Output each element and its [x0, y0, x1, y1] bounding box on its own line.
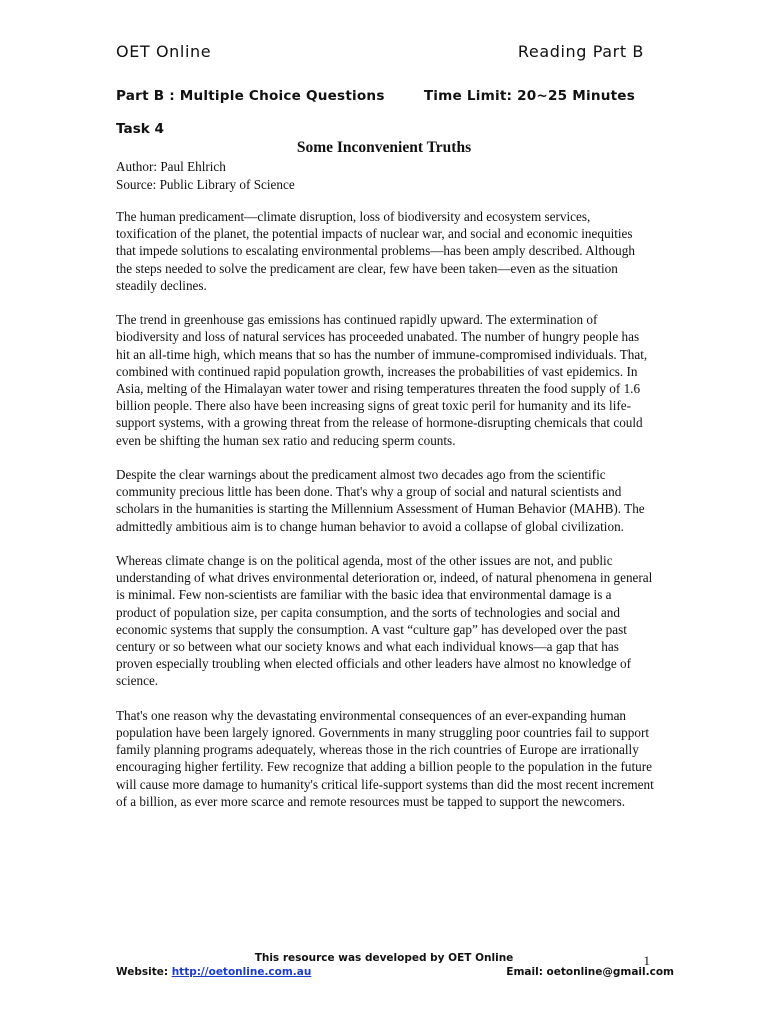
footer-website [116, 966, 311, 978]
footer-credit: This resource was developed by OET Online [254, 952, 514, 964]
page-footer [116, 966, 674, 978]
footer-email: Email: oetonline@gmail.com [506, 966, 674, 978]
paragraph: Despite the clear warnings about the predicament almost two decades ago from the scientific community precious little has been done. That's why a group of social and natural scientists and scholars in the humanities is starting the Millennium Assessment of Human Behavior (MAHB). The admittedly ambitious aim is to change human behavior to avoid a collapse of global civilization. [116, 467, 645, 534]
article-source: Source: Public Library of Science [116, 176, 295, 192]
header-brand: OET Online [116, 42, 212, 61]
article-title: Some Inconvenient Truths [296, 139, 472, 156]
article-author: Author: Paul Ehlrich [116, 159, 226, 174]
part-label: Part B : Multiple Choice Questions [116, 88, 385, 104]
header-section: Reading Part B [517, 42, 644, 61]
paragraph: Whereas climate change is on the political agenda, most of the other issues are not, and public understanding of what drives environmental deterioration or, indeed, of natural phenomena in general is minimal. Few non-scientists are familiar with the basic idea that environmental damage is a product of population size, per capita consumption, and the sorts of technologies and social and economic systems that supply the consumption. A vast “culture gap” has developed over the past century or so between what our society knows and what each individual knows—a gap that has proven especially troubling when elected officials and other leaders have almost no knowledge of science. [116, 553, 653, 689]
paragraph: The trend in greenhouse gas emissions has continued rapidly upward. The extermination of biodiversity and loss of natural services has proceeded unabated. The number of hungry people has hit an all-time high, which means that so has the number of immune-compromised individuals. That, combined with continued rapid population growth, increases the probabilities of vast epidemics. In Asia, melting of the Himalayan water tower and rising temperatures threaten the food supply of 1.6 billion people. There also have been increasing signs of great toxic peril for humanity and its life-support systems, with a growing threat from the release of hormone-disrupting chemicals that could even be shifting the human sex ratio and reducing sperm counts. [116, 312, 648, 448]
paragraph: The human predicament—climate disruption, loss of biodiversity and ecosystem services, toxification of the planet, the potential impacts of nuclear war, and social and economic inequities that impede solutions to escalating environmental problems—has been amply described. Although the steps needed to solve the predicament are clear, few have been taken—even as the situation steadily declines. [116, 209, 635, 293]
website-label: Website: [116, 966, 172, 978]
task-label: Task 4 [116, 121, 165, 137]
website-link[interactable]: http://oetonline.com.au [171, 966, 312, 978]
part-header [116, 88, 644, 104]
article-meta [116, 158, 295, 193]
time-limit: Time Limit: 20~25 Minutes [423, 88, 635, 104]
page-number: 1 [643, 953, 650, 968]
paragraph: That's one reason why the devastating environmental consequences of an ever-expanding human population have been largely ignored. Governments in many struggling poor countries fail to support family planning programs adequately, whereas those in the rich countries of Europe are irrationally encouraging higher fertility. Few recognize that adding a billion people to the population in the future will cause more damage to humanity's critical life-support systems than did the most recent increment of a billion, as ever more scarce and remote resources must be tapped to support the newcomers. [116, 707, 654, 809]
page-header [116, 42, 644, 61]
article-body [116, 208, 654, 827]
